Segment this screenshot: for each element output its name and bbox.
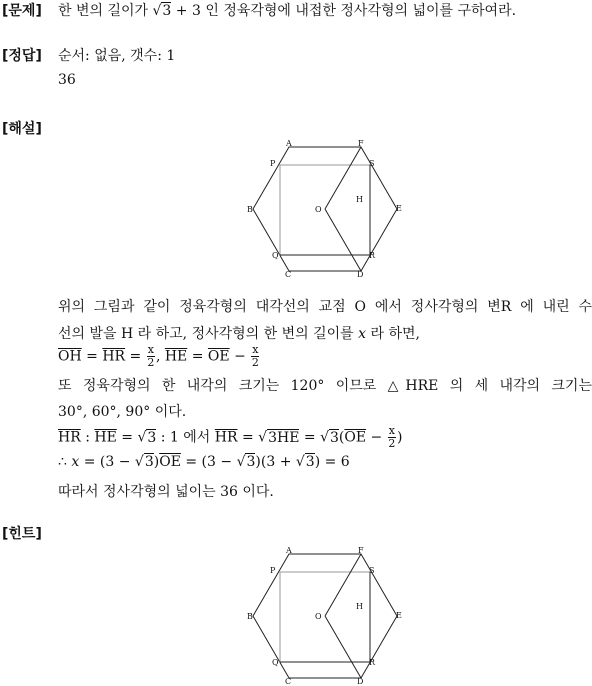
seg-hr: $\overline{HR}$ [102, 348, 126, 365]
point-f: F [358, 546, 364, 555]
point-s: S [369, 159, 375, 168]
problem-text-post: 인 정육각형에 내접한 정사각형의 넓이를 구하여라. [200, 3, 517, 19]
seg-he: $\overline{HE}$ [164, 348, 188, 365]
problem-text [58, 0, 516, 20]
fraction-numerator: x [388, 424, 395, 437]
seg-oe: $\overline{OE}$ [159, 454, 181, 470]
eq-sign: = [237, 429, 259, 446]
point-o: O [315, 612, 322, 621]
point-q: Q [272, 251, 279, 260]
paren-close: ) [396, 429, 403, 446]
radicand: 3 [144, 454, 154, 470]
minus-sign: − [229, 348, 251, 365]
explanation-line-6 [58, 425, 402, 450]
answer-meta: 순서: 없음, 갯수: 1 [58, 48, 176, 64]
expr-part: = (3 − [180, 454, 237, 470]
point-d: D [357, 677, 364, 686]
sqrt-sign: √ [258, 429, 268, 446]
point-r: R [369, 658, 376, 667]
inscribed-square [280, 165, 370, 255]
line2-text-b: 라 하면, [366, 326, 420, 342]
seg-hr: $\overline{HR}$ [214, 429, 238, 446]
hint-label: [힌트] [2, 526, 42, 542]
point-r: R [369, 251, 376, 260]
fraction-numerator: x [147, 343, 154, 356]
point-c: C [285, 677, 292, 686]
radicand: 3 [246, 454, 256, 470]
sqrt-sign: √ [137, 429, 147, 446]
radicand: 3 [305, 454, 315, 470]
explanation-line-2 [58, 323, 420, 343]
point-e: E [396, 204, 402, 213]
segment-od [325, 209, 361, 271]
fraction [147, 344, 155, 369]
explanation-line-7 [58, 454, 350, 470]
point-p: P [270, 566, 276, 575]
seg-oe: $\overline{OE}$ [207, 348, 230, 365]
problem-radicand: 3 [162, 3, 172, 19]
explanation-line-8: 따라서 정사각형의 넓이는 36 이다. [58, 484, 274, 500]
problem-label: [문제] [2, 3, 42, 19]
paren-open: ( [338, 429, 345, 446]
point-s: S [369, 566, 375, 575]
point-o: O [315, 205, 322, 214]
separator: , [155, 348, 165, 365]
answer-label: [정답] [2, 48, 42, 64]
eq-sign: = [125, 348, 146, 365]
problem-text-mid: + 3 [171, 3, 201, 19]
fraction-denominator: 2 [147, 356, 155, 369]
expr-part: = (3 − [79, 454, 135, 470]
expr-part: )(3 + [255, 454, 296, 470]
radicand: 3 [330, 429, 339, 446]
expr-part: ) = 6 [314, 454, 350, 470]
variable: x [71, 454, 80, 470]
point-p: P [270, 159, 276, 168]
radicand: 3HE [268, 429, 300, 446]
seg-hr: $\overline{HR}$ [58, 429, 81, 446]
seg-oe: $\overline{OE}$ [344, 429, 367, 446]
eq-sign: = [299, 429, 321, 446]
ratio-text: : 1 에서 [156, 429, 215, 446]
fraction-denominator: 2 [388, 437, 396, 450]
point-d: D [357, 270, 364, 279]
fraction [251, 344, 259, 369]
point-b: B [247, 612, 253, 621]
point-q: Q [272, 658, 279, 667]
fraction-denominator: 2 [251, 356, 259, 369]
point-h: H [356, 195, 363, 204]
line2-variable: x [358, 326, 367, 342]
point-b: B [247, 205, 253, 214]
hexagon-figure [245, 138, 415, 283]
explanation-label: [해설] [2, 121, 42, 137]
point-a: A [286, 546, 292, 555]
fraction-numerator: x [252, 343, 259, 356]
seg-he: $\overline{HE}$ [94, 429, 117, 446]
answer-value: 36 [58, 72, 76, 88]
fraction [388, 425, 396, 450]
eq-sign: = [116, 429, 138, 446]
sqrt-sign: √ [134, 454, 144, 470]
line2-text-a: 선의 발을 H 라 하고, 정사각형의 한 변의 길이를 [58, 326, 359, 342]
therefore-sign: ∴ [58, 454, 72, 470]
point-a: A [286, 139, 292, 148]
explanation-line-5: 30°, 60°, 90° 이다. [58, 404, 187, 420]
radicand: 3 [147, 429, 157, 446]
point-f: F [358, 139, 364, 148]
eq-sign: = [81, 348, 103, 365]
point-c: C [285, 270, 292, 279]
colon: : [80, 429, 95, 446]
segment-od [325, 616, 361, 678]
inscribed-square [280, 572, 370, 662]
hint-hexagon-figure [245, 545, 415, 686]
expr-part: ) [153, 454, 160, 470]
explanation-line-4: 또 정육각형의 한 내각의 크기는 120° 이므로 △HRE 의 세 내각의 크기는 [58, 378, 592, 394]
explanation-line-3 [58, 344, 260, 369]
sqrt-sign: √ [295, 454, 305, 470]
point-h: H [356, 602, 363, 611]
minus-sign: − [366, 429, 387, 446]
point-e: E [396, 611, 402, 620]
explanation-line-1: 위의 그림과 같이 정육각형의 대각선의 교점 O 에서 정사각형의 변R 에 내린 수 [58, 299, 592, 315]
problem-text-pre: 한 변의 길이가 [58, 3, 153, 19]
eq-sign: = [187, 348, 208, 365]
seg-oh: $\overline{OH}$ [58, 348, 82, 365]
sqrt-sign: √ [320, 429, 329, 446]
sqrt-sign: √ [152, 3, 162, 19]
sqrt-sign: √ [236, 454, 246, 470]
